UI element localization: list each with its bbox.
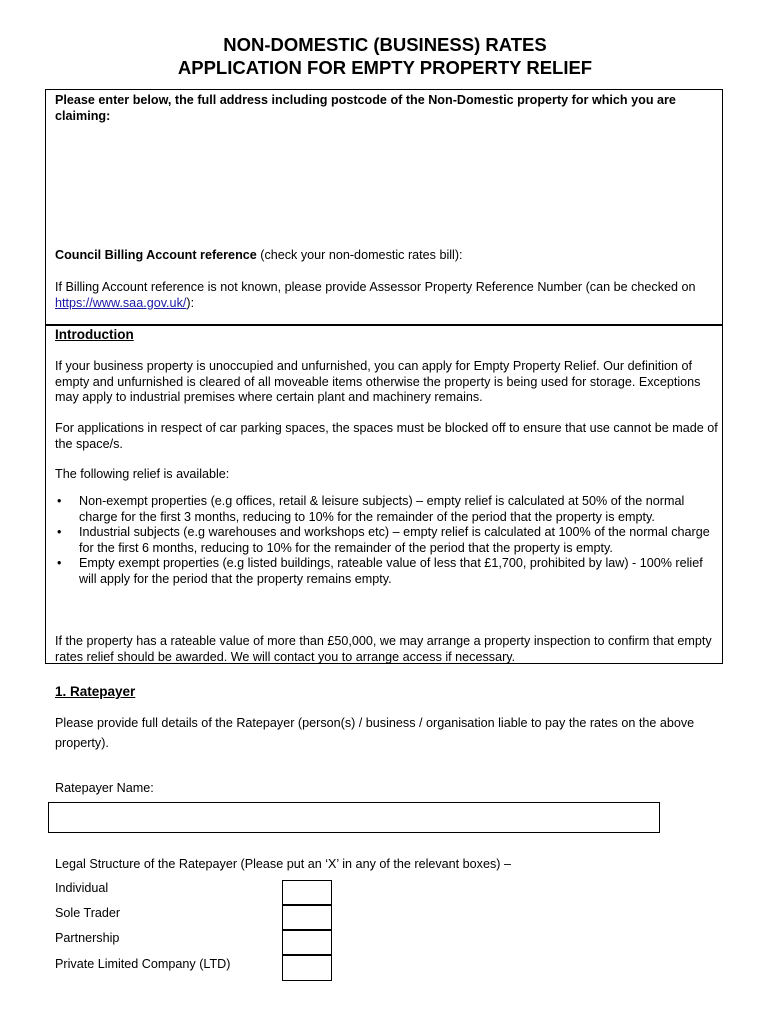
form-title-line1: NON-DOMESTIC (BUSINESS) RATES xyxy=(223,34,547,55)
introduction-paragraph-3: The following relief is available: xyxy=(55,467,230,481)
introduction-paragraph-2: For applications in respect of car parking spaces, the spaces must be blocked off to ensure that use cannot be made of the space/s. xyxy=(55,421,718,451)
introduction-paragraph-1: If your business property is unoccupied and unfurnished, you can apply for Empty Property Relief. Our definition of empty and unfurnished is cleared of all moveable items otherwise the property is being used for storage. Exceptions may apply to industrial premises where certain plant and machinery remains. xyxy=(55,359,701,405)
ratepayer-name-input[interactable] xyxy=(48,802,660,833)
billing-reference-label xyxy=(55,248,719,264)
private-limited-checkbox[interactable] xyxy=(282,955,332,981)
relief-item-non-exempt: • Non-exempt properties (e.g offices, retail & leisure subjects) – empty relief is calculated at 50% of the normal charge for the first 3 months, reducing to 10% for the remainder of the period that the property is empty. xyxy=(55,494,719,525)
assessor-reference-text: If Billing Account reference is not known, please provide Assessor Property Reference Number (can be checked on xyxy=(55,280,696,294)
relief-item-exempt: • Empty exempt properties (e.g listed buildings, rateable value of less that £1,700, prohibited by law) - 100% relief will apply for the period that the property remains empty. xyxy=(55,556,719,587)
billing-reference-heading: Council Billing Account reference xyxy=(55,248,257,262)
individual-checkbox[interactable] xyxy=(282,880,332,905)
option-label-sole-trader: Sole Trader xyxy=(55,906,121,920)
option-label-individual: Individual xyxy=(55,881,109,895)
billing-reference-note: (check your non-domestic rates bill): xyxy=(256,248,463,262)
introduction-paragraph-4: If the property has a rateable value of more than £50,000, we may arrange a property inspection to confirm that empty rates relief should be awarded. We will contact you to arrange access if necessary. xyxy=(55,634,712,664)
form-title-line2: APPLICATION FOR EMPTY PROPERTY RELIEF xyxy=(177,57,593,78)
option-label-partnership: Partnership xyxy=(55,931,120,945)
ratepayer-intro: Please provide full details of the Ratepayer (person(s) / business / organisation liable to pay the rates on the above property). xyxy=(55,716,695,750)
legal-structure-label: Legal Structure of the Ratepayer (Please put an ‘X’ in any of the relevant boxes) – xyxy=(55,857,511,871)
ratepayer-name-label: Ratepayer Name: xyxy=(55,781,154,795)
relief-list xyxy=(55,494,719,588)
assessor-reference-label xyxy=(55,280,719,311)
partnership-checkbox[interactable] xyxy=(282,930,332,955)
option-label-private-limited: Private Limited Company (LTD) xyxy=(55,957,231,971)
ratepayer-heading: 1. Ratepayer xyxy=(55,684,136,699)
sole-trader-checkbox[interactable] xyxy=(282,905,332,930)
relief-item-industrial: • Industrial subjects (e.g warehouses and workshops etc) – empty relief is calculated at 100% of the normal charge for the first 6 months, reducing to 10% for the remainder of the period that the property is empty. xyxy=(55,525,719,556)
address-prompt: Please enter below, the full address including postcode of the Non-Domestic property for which you are claiming: xyxy=(55,93,676,123)
introduction-heading: Introduction xyxy=(55,327,134,342)
assessor-reference-end: ): xyxy=(186,295,195,310)
saa-website-link[interactable]: https://www.saa.gov.uk/ xyxy=(55,295,187,310)
